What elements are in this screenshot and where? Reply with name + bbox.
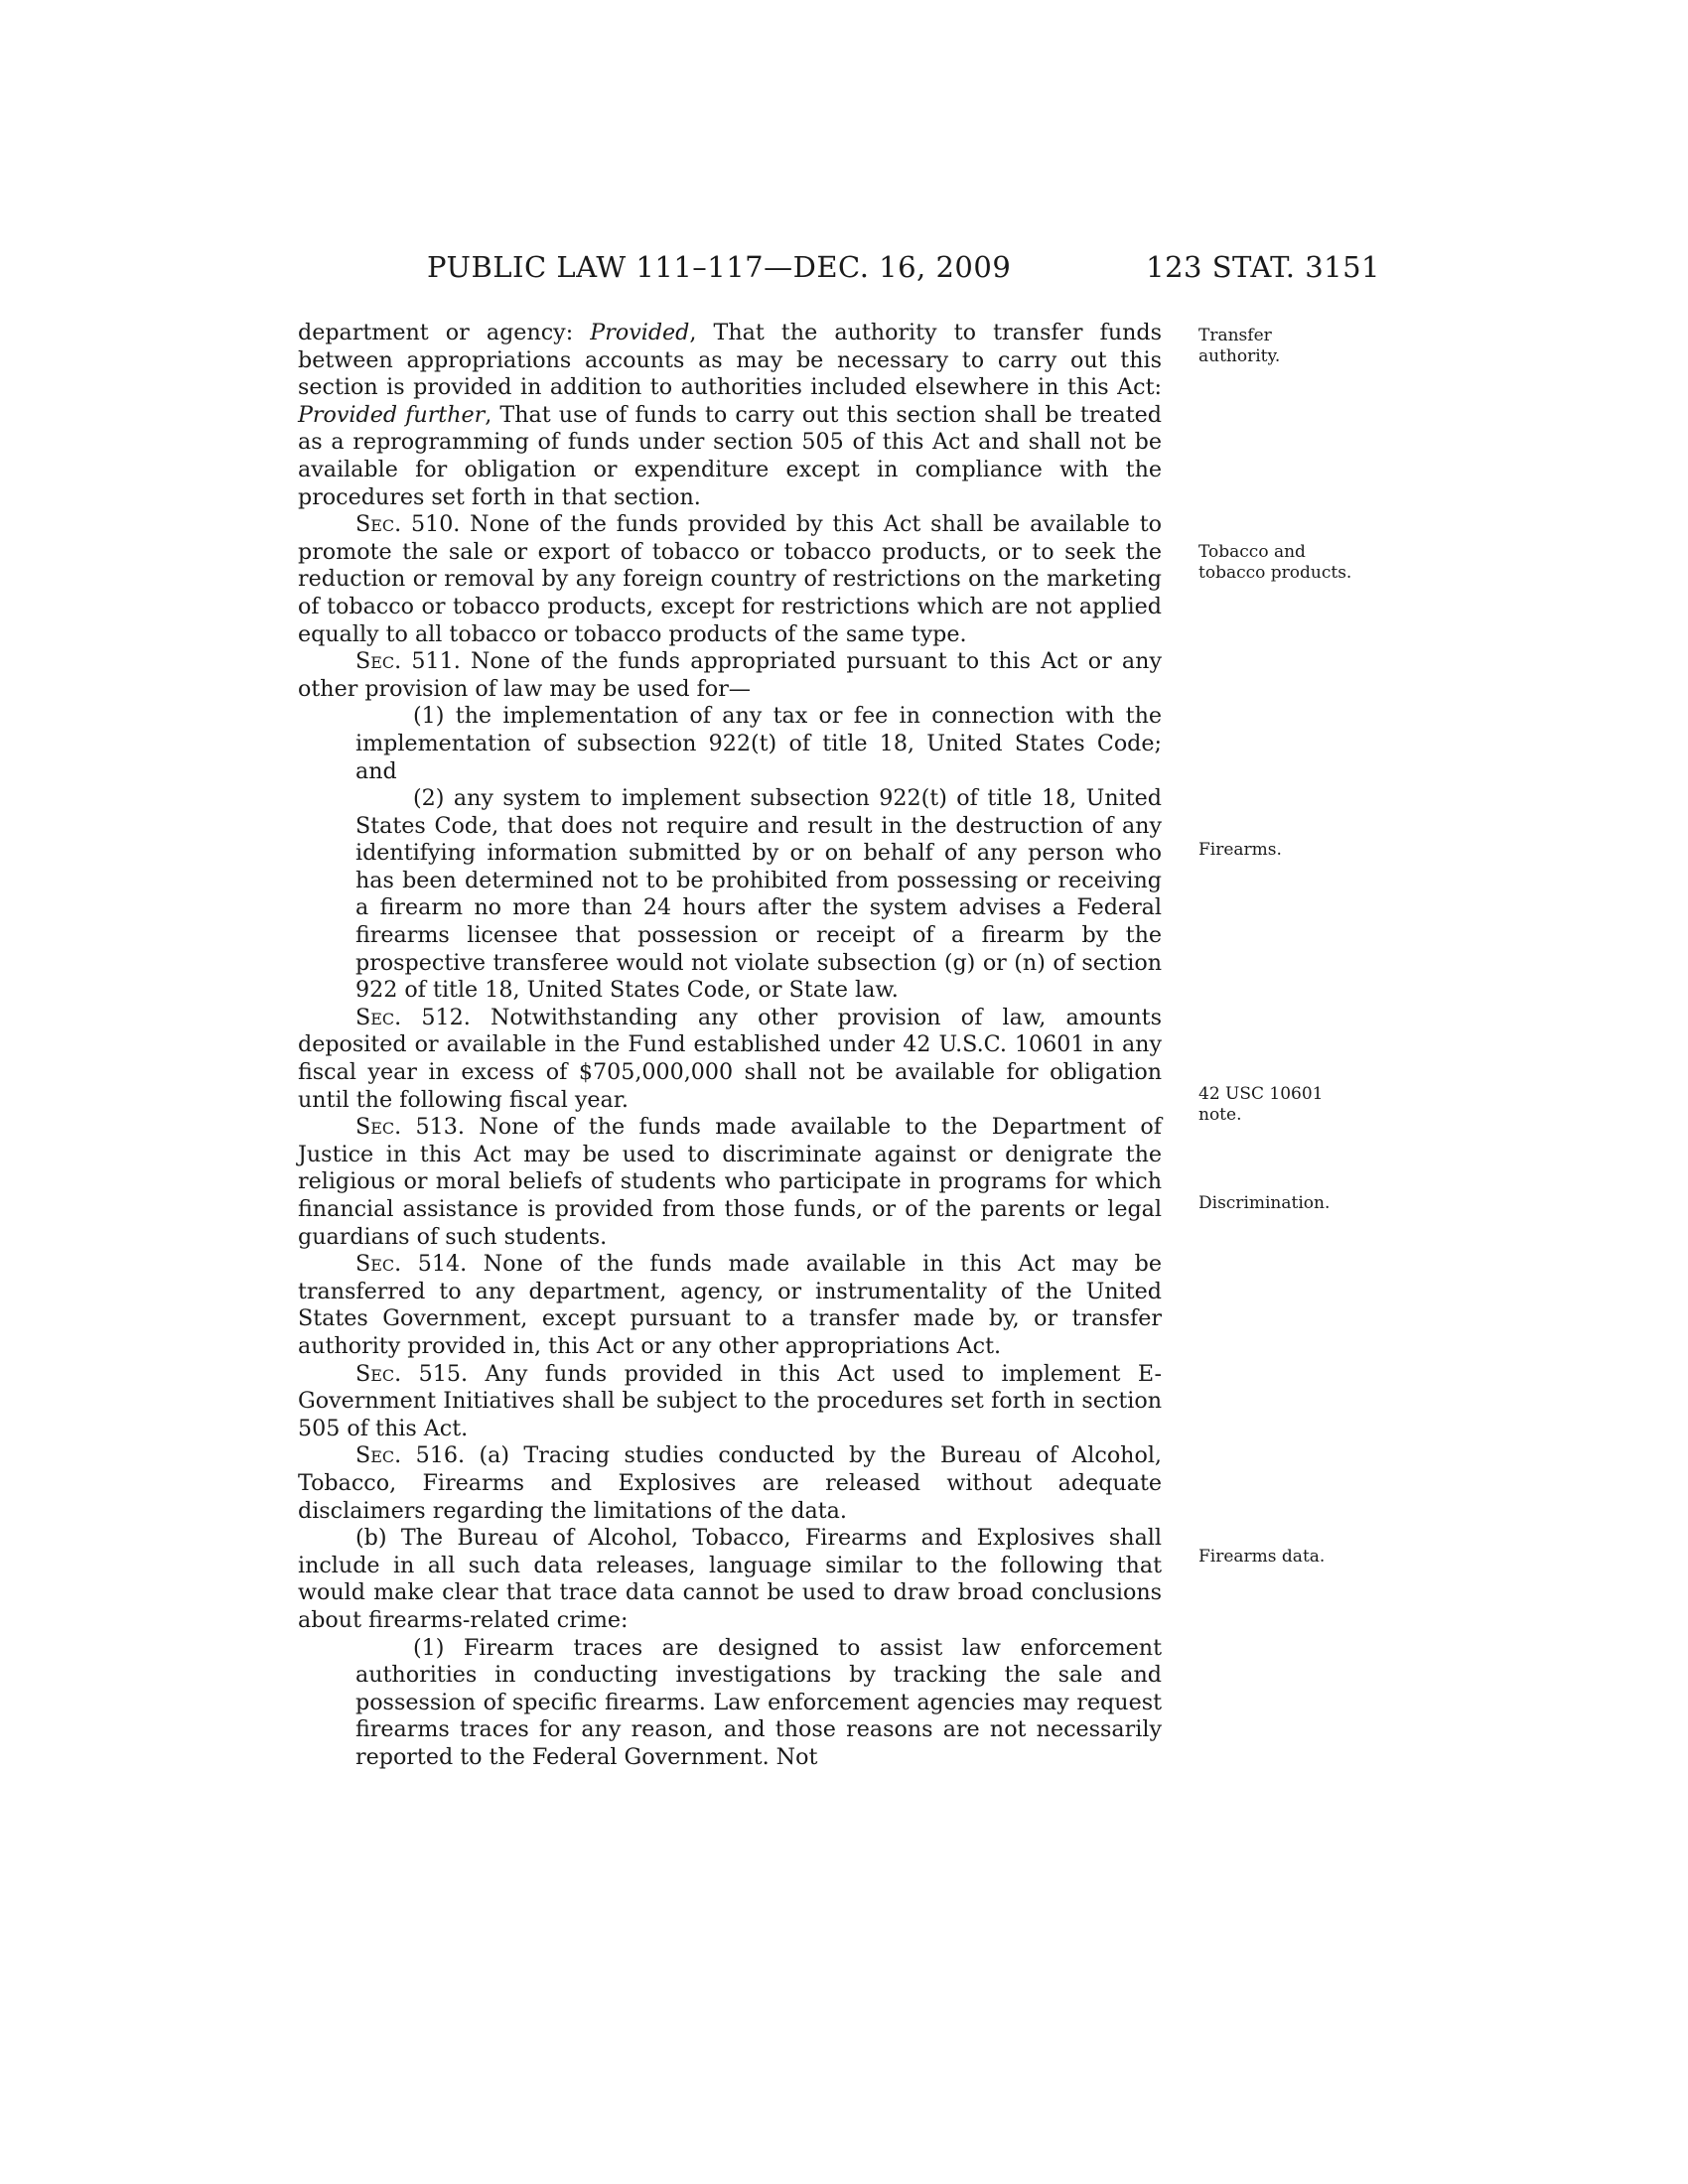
section-511-item-2: (2) any system to implement subsection 922(t) of title 18, United States Code, that does not require and result in the destruction of any identifying information submitted by or on behalf of any person who has been determined not to be prohibited from possessing or receiving a firearm no more than 24 hours after the system advises a Federal firearms licensee that possession or receipt of a firearm by the prospective transferee would not violate subsection (g) or (n) of section 922 of title 18, United States Code, or State law. xyxy=(355,785,1162,1004)
section-515: Sec. 515. Any funds provided in this Act used to implement E-Government Initiatives shall be subject to the procedures set forth in section 505 of this Act. xyxy=(298,1360,1162,1441)
section-516-b-item-1: (1) Firearm traces are designed to assist law enforcement authorities in conducting investigations by tracking the sale and possession of specific firearms. Law enforcement agencies may request firearms traces for any reason, and those reasons are not necessarily reported to the Federal Government. Not xyxy=(355,1634,1162,1770)
section-511: Sec. 511. None of the funds appropriated pursuant to this Act or any other provision of law may be used for— xyxy=(298,648,1162,702)
public-law-title: PUBLIC LAW 111–117—DEC. 16, 2009 xyxy=(427,250,1012,284)
margin-note-transfer-authority: Transfer authority. xyxy=(1198,326,1281,366)
paragraph-continuation: department or agency: Provided, That the authority to transfer funds between appropriations accounts as may be necessary to carry out this section is provided in addition to authorities included elsewhere in this Act: Provided further, That use of funds to carry out this section shall be treated as a reprogramming of funds under section 505 of this Act and shall not be available for obligation or expenditure except in compliance with the procedures set forth in that section. xyxy=(298,320,1162,510)
running-header xyxy=(298,250,1380,290)
section-512: Sec. 512. Notwithstanding any other provision of law, amounts deposited or available in the Fund established under 42 U.S.C. 10601 in any fiscal year in excess of $705,000,000 shall not be available for obligation until the following fiscal year. xyxy=(298,1004,1162,1113)
section-510: Sec. 510. None of the funds provided by this Act shall be available to promote the sale or export of tobacco or tobacco products, or to seek the reduction or removal by any foreign country of restrictions on the marketing of tobacco or tobacco products, except for restrictions which are not applied equally to all tobacco or tobacco products of the same type. xyxy=(298,511,1162,647)
statute-page-number: 123 STAT. 3151 xyxy=(1146,250,1380,284)
section-516-a: Sec. 516. (a) Tracing studies conducted by the Bureau of Alcohol, Tobacco, Firearms and Explosives are released without adequate disclaimers regarding the limitations of the data. xyxy=(298,1442,1162,1524)
margin-note-tobacco: Tobacco and tobacco products. xyxy=(1198,542,1352,583)
margin-note-discrimination: Discrimination. xyxy=(1198,1193,1331,1213)
section-514: Sec. 514. None of the funds made available in this Act may be transferred to any department, agency, or instrumentality of the United States Government, except pursuant to a transfer made by, or transfer authority provided in, this Act or any other appropriations Act. xyxy=(298,1251,1162,1359)
statute-text xyxy=(298,320,1162,1771)
section-516-b: (b) The Bureau of Alcohol, Tobacco, Firearms and Explosives shall include in all such data releases, language similar to the following that would make clear that trace data cannot be used to draw broad conclusions about firearms-related crime: xyxy=(298,1525,1162,1633)
margin-note-firearms-data: Firearms data. xyxy=(1198,1547,1326,1567)
margin-note-firearms: Firearms. xyxy=(1198,840,1282,860)
section-511-item-1: (1) the implementation of any tax or fee in connection with the implementation of subsection 922(t) of title 18, United States Code; and xyxy=(355,703,1162,784)
margin-note-usc: 42 USC 10601 note. xyxy=(1198,1084,1324,1125)
section-513: Sec. 513. None of the funds made available to the Department of Justice in this Act may be used to discriminate against or denigrate the religious or moral beliefs of students who participate in programs for which financial assistance is provided from those funds, or of the parents or legal guardians of such students. xyxy=(298,1114,1162,1250)
